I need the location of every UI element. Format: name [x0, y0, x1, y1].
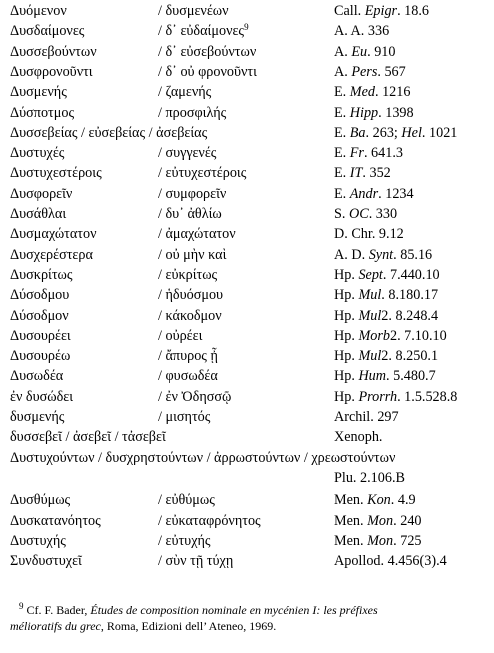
source-reference: Archil. 297: [334, 409, 399, 425]
greek-term: Δύσοδμον: [10, 307, 69, 324]
greek-term: δυσσεβεῖ / ἀσεβεῖ / τἀσεβεῖ: [10, 429, 166, 446]
greek-term: Δυστυχούντων / δυσχρηστούντων / ἀρρωστούντων / χρεωστούντων: [10, 449, 396, 466]
contrast-term: / συμφορεῖν: [158, 185, 227, 202]
source-reference: Hp. Prorrh. 1.5.528.8: [334, 388, 458, 405]
source-reference: E. Ba. 263; Hel. 1021: [334, 124, 458, 141]
greek-term: Συνδυστυχεῖ: [10, 553, 82, 570]
footnote-line-2: [10, 619, 484, 634]
greek-term: Δυστυχής: [10, 532, 66, 549]
source-reference: Men. Mon. 240: [334, 512, 422, 529]
source-reference: A. Eu. 910: [334, 43, 396, 60]
contrast-term: / σὺν τῇ τύχῃ: [158, 553, 234, 570]
greek-term: Δυσφορεῖν: [10, 185, 73, 202]
contrast-term: / εὐτυχής: [158, 532, 211, 549]
source-reference: Hp. Sept. 7.440.10: [334, 266, 440, 283]
contrast-term: / δ᾽ εὐδαίμονες$^9$: [158, 22, 249, 40]
contrast-term: / ἀμαχώτατον: [158, 226, 236, 243]
source-reference: E. IT. 352: [334, 165, 391, 182]
greek-term: Δυσμαχώτατον: [10, 226, 97, 243]
source-reference: Hp. Morb2. 7.10.10: [334, 327, 447, 344]
footnote-post: , Roma, Edizioni dell’ Ateneo, 1969.: [100, 619, 277, 633]
source-reference: A. D. Synt. 85.16: [334, 246, 433, 263]
greek-term: Δυσωδέα: [10, 368, 64, 385]
footnote-pre: Cf. F. Bader,: [23, 603, 91, 617]
greek-term: Δυσσεβείας / εὐσεβείας / ἀσεβείας: [10, 124, 208, 141]
contrast-term: / ἐν Ὀδησσῷ: [158, 388, 232, 405]
greek-term: Δυσφρονοῦντι: [10, 63, 93, 80]
contrast-term: / φυσωδέα: [158, 368, 218, 385]
greek-term: Δυσάθλαι: [10, 206, 67, 222]
footnote-line-1: [10, 603, 484, 618]
contrast-term: / συγγενές: [158, 145, 217, 162]
greek-term: Δυσσεβούντων: [10, 43, 97, 60]
footnote-marker: 9: [19, 601, 24, 611]
source-reference: E. Andr. 1234: [334, 185, 414, 202]
greek-term: Δυσκατανόητος: [10, 512, 101, 529]
footnote-ref: 9: [244, 22, 249, 33]
contrast-term: / ἄπυρος ᾖ: [158, 348, 218, 365]
contrast-term: / ἡδυόσμου: [158, 287, 224, 304]
source-reference: Xenoph.: [334, 429, 383, 446]
source-reference: E. Fr. 641.3: [334, 145, 403, 162]
contrast-term: / εὐκρίτως: [158, 266, 218, 283]
greek-term: Δυστυχεστέροις: [10, 165, 102, 182]
contrast-term: / κάκοδμον: [158, 307, 222, 324]
greek-term: Δυσουρέει: [10, 327, 71, 344]
source-reference: Hp. Hum. 5.480.7: [334, 368, 436, 385]
contrast-term: / οὐρέει: [158, 327, 203, 344]
contrast-term: / δυσμενέων: [158, 3, 229, 19]
source-reference: Call. Epigr. 18.6: [334, 3, 429, 19]
source-reference: A. A. 336: [334, 23, 390, 40]
greek-term: Δυσουρέω: [10, 348, 71, 365]
source-reference: Apollod. 4.456(3).4: [334, 553, 447, 570]
source-reference: A. Pers. 567: [334, 63, 406, 80]
contrast-term: / δ᾽ οὐ φρονοῦντι: [158, 63, 257, 80]
greek-term: Δύσποτμος: [10, 104, 75, 121]
greek-term: Δυσκρίτως: [10, 266, 73, 283]
greek-term: ἐν δυσώδει: [10, 388, 74, 405]
source-reference: E. Med. 1216: [334, 84, 411, 101]
contrast-term: / εὐθύμως: [158, 492, 215, 509]
greek-term: Δυόμενον: [10, 3, 67, 19]
source-reference: Men. Mon. 725: [334, 532, 422, 549]
contrast-term: / ζαμενής: [158, 84, 212, 101]
greek-term: Δυσδαίμονες: [10, 23, 85, 40]
contrast-term: / εὐκαταφρόνητος: [158, 512, 261, 529]
source-reference: E. Hipp. 1398: [334, 104, 414, 121]
footnote-title-1: Études de composition nominale en mycénien I: les préfixes: [90, 603, 378, 617]
greek-term: δυσμενής: [10, 409, 65, 425]
contrast-term: / μισητός: [158, 409, 211, 425]
source-reference: Hp. Mul2. 8.248.4: [334, 307, 439, 324]
source-reference: Hp. Mul2. 8.250.1: [334, 348, 439, 365]
contrast-term: / δυ᾽ ἀθλίω: [158, 206, 222, 222]
source-reference: Plu. 2.106.B: [334, 469, 405, 486]
greek-term: Δύσοδμου: [10, 287, 70, 304]
greek-term: Δυσχερέστερα: [10, 246, 93, 263]
contrast-term: / οὐ μὴν καὶ: [158, 246, 227, 263]
greek-term: Δυσμενής: [10, 84, 67, 101]
greek-term: Δυστυχές: [10, 145, 65, 162]
source-reference: D. Chr. 9.12: [334, 226, 404, 243]
contrast-term: / εὐτυχεστέροις: [158, 165, 247, 182]
footnote-title-2: mélioratifs du grec: [10, 619, 101, 633]
greek-term: Δυσθύμως: [10, 492, 71, 509]
source-reference: Men. Kon. 4.9: [334, 492, 416, 509]
contrast-term: / δ᾽ εὐσεβούντων: [158, 43, 257, 60]
source-reference: S. OC. 330: [334, 206, 398, 222]
contrast-term: / προσφιλής: [158, 104, 227, 121]
source-reference: Hp. Mul. 8.180.17: [334, 287, 439, 304]
